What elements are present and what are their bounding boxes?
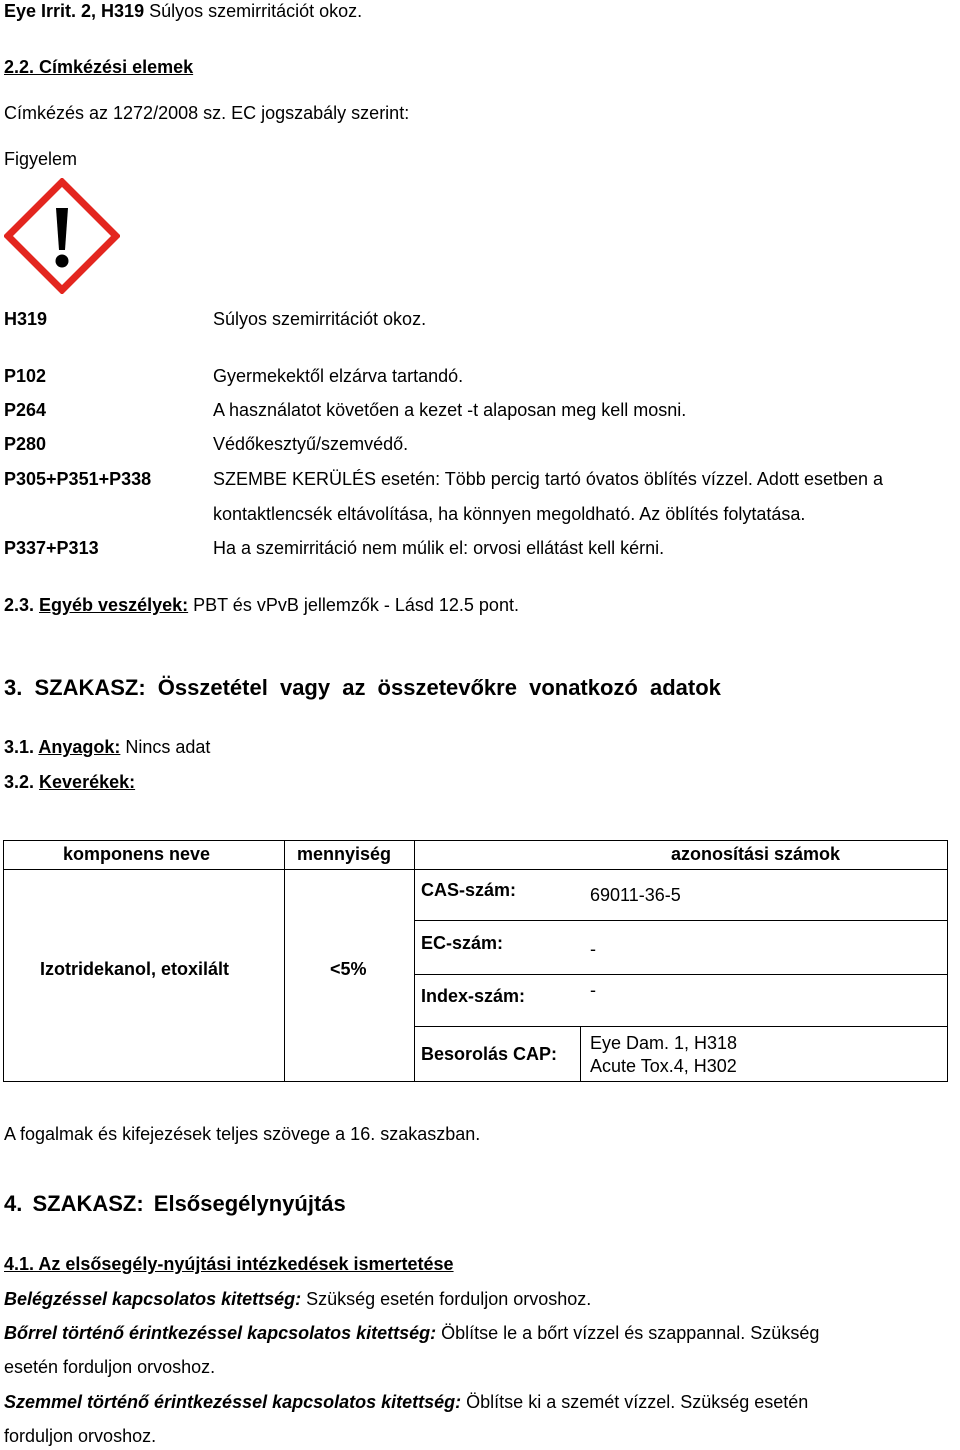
component-name: Izotridekanol, etoxilált xyxy=(40,959,230,979)
first-aid-label: Belégzéssel kapcsolatos kitettség: xyxy=(4,1289,302,1309)
p-statement-text: Gyermekektől elzárva tartandó. xyxy=(213,366,464,386)
first-aid-text: Öblítse le a bőrt vízzel és szappannal. Szükség xyxy=(436,1323,820,1343)
ec-value: - xyxy=(590,939,596,959)
section-3-1-number: 3.1. xyxy=(4,737,39,757)
clp-classification-value: Eye Dam. 1, H318 xyxy=(590,1033,738,1053)
first-aid-eye xyxy=(4,1391,808,1413)
section-3-1-text: Nincs adat xyxy=(120,737,211,757)
p-statement-text: Védőkesztyű/szemvédő. xyxy=(213,434,409,454)
p-statement-text-continued: kontaktlencsék eltávolítása, ha könnyen megoldható. Az öblítés folytatása. xyxy=(213,504,806,524)
labeling-regulation: Címkézés az 1272/2008 sz. EC jogszabály szerint: xyxy=(4,103,410,123)
h-statement-code: H319 xyxy=(4,309,48,329)
header-component-name: komponens neve xyxy=(63,844,211,864)
first-aid-label: Bőrrel történő érintkezéssel kapcsolatos kitettség: xyxy=(4,1323,437,1343)
section-3-1-label: Anyagok: xyxy=(38,737,121,757)
first-aid-text-continued: esetén forduljon orvoshoz. xyxy=(4,1357,216,1377)
cas-value: 69011-36-5 xyxy=(590,885,681,905)
row-divider xyxy=(414,1026,948,1027)
cas-label: CAS-szám: xyxy=(421,880,517,900)
first-aid-label: Szemmel történő érintkezéssel kapcsolatos kitettség: xyxy=(4,1392,462,1412)
section-2-2-title: 2.2. Címkézési elemek xyxy=(4,57,194,77)
component-amount: <5% xyxy=(330,959,367,979)
section-3-2-line xyxy=(4,771,135,793)
header-amount: mennyiség xyxy=(297,844,392,864)
first-aid-text: Szükség esetén forduljon orvoshoz. xyxy=(301,1289,592,1309)
section-2-3-line xyxy=(4,594,519,616)
section-3-title: 3. SZAKASZ: Összetétel vagy az összetevőkre vonatkozó adatok xyxy=(4,675,721,700)
clp-classification-value-2: Acute Tox.4, H302 xyxy=(590,1056,737,1076)
clp-classification-label: Besorolás CAP: xyxy=(421,1044,558,1064)
ec-label: EC-szám: xyxy=(421,933,504,953)
section-2-3-text: PBT és vPvB jellemzők - Lásd 12.5 pont. xyxy=(188,595,519,615)
section-3-1-line xyxy=(4,736,210,758)
h-statement-text: Súlyos szemirritációt okoz. xyxy=(213,309,427,329)
index-value: - xyxy=(590,980,596,1000)
p-statement-text: A használatot követően a kezet -t alaposan meg kell mosni. xyxy=(213,400,687,420)
first-aid-skin xyxy=(4,1322,819,1344)
p-statement-code: P305+P351+P338 xyxy=(4,469,152,489)
header-identifiers: azonosítási számok xyxy=(671,844,841,864)
section-2-3-label: Egyéb veszélyek: xyxy=(39,595,189,615)
first-aid-inhalation xyxy=(4,1288,591,1310)
hazard-class-text: Súlyos szemirritációt okoz. xyxy=(144,1,363,21)
definitions-note: A fogalmak és kifejezések teljes szövege a 16. szakaszban. xyxy=(4,1124,481,1144)
p-statement-code: P264 xyxy=(4,400,47,420)
p-statement-code: P102 xyxy=(4,366,47,386)
section-2-3-number: 2.3. xyxy=(4,595,40,615)
hazard-classification-line xyxy=(4,0,362,22)
p-statement-text: SZEMBE KERÜLÉS esetén: Több percig tartó óvatos öblítés vízzel. Adott esetben a xyxy=(213,469,884,489)
p-statement-code: P337+P313 xyxy=(4,538,99,558)
ghs07-exclamation-icon xyxy=(4,178,120,294)
p-statement-code: P280 xyxy=(4,434,47,454)
hazard-class-label: Eye Irrit. 2, H319 xyxy=(4,1,145,21)
signal-word: Figyelem xyxy=(4,149,78,169)
cell-divider xyxy=(580,1026,581,1082)
section-3-2-number: 3.2. xyxy=(4,772,40,792)
first-aid-text: Öblítse ki a szemét vízzel. Szükség esetén xyxy=(461,1392,809,1412)
p-statement-text: Ha a szemirritáció nem múlik el: orvosi ellátást kell kérni. xyxy=(213,538,665,558)
section-3-2-label: Keverékek: xyxy=(39,772,136,792)
index-label: Index-szám: xyxy=(421,986,526,1006)
section-4-1-title: 4.1. Az elsősegély-nyújtási intézkedések ismertetése xyxy=(4,1254,454,1274)
section-4-title: 4. SZAKASZ: Elsősegélynyújtás xyxy=(4,1191,346,1216)
first-aid-text-continued: forduljon orvoshoz. xyxy=(4,1426,157,1446)
